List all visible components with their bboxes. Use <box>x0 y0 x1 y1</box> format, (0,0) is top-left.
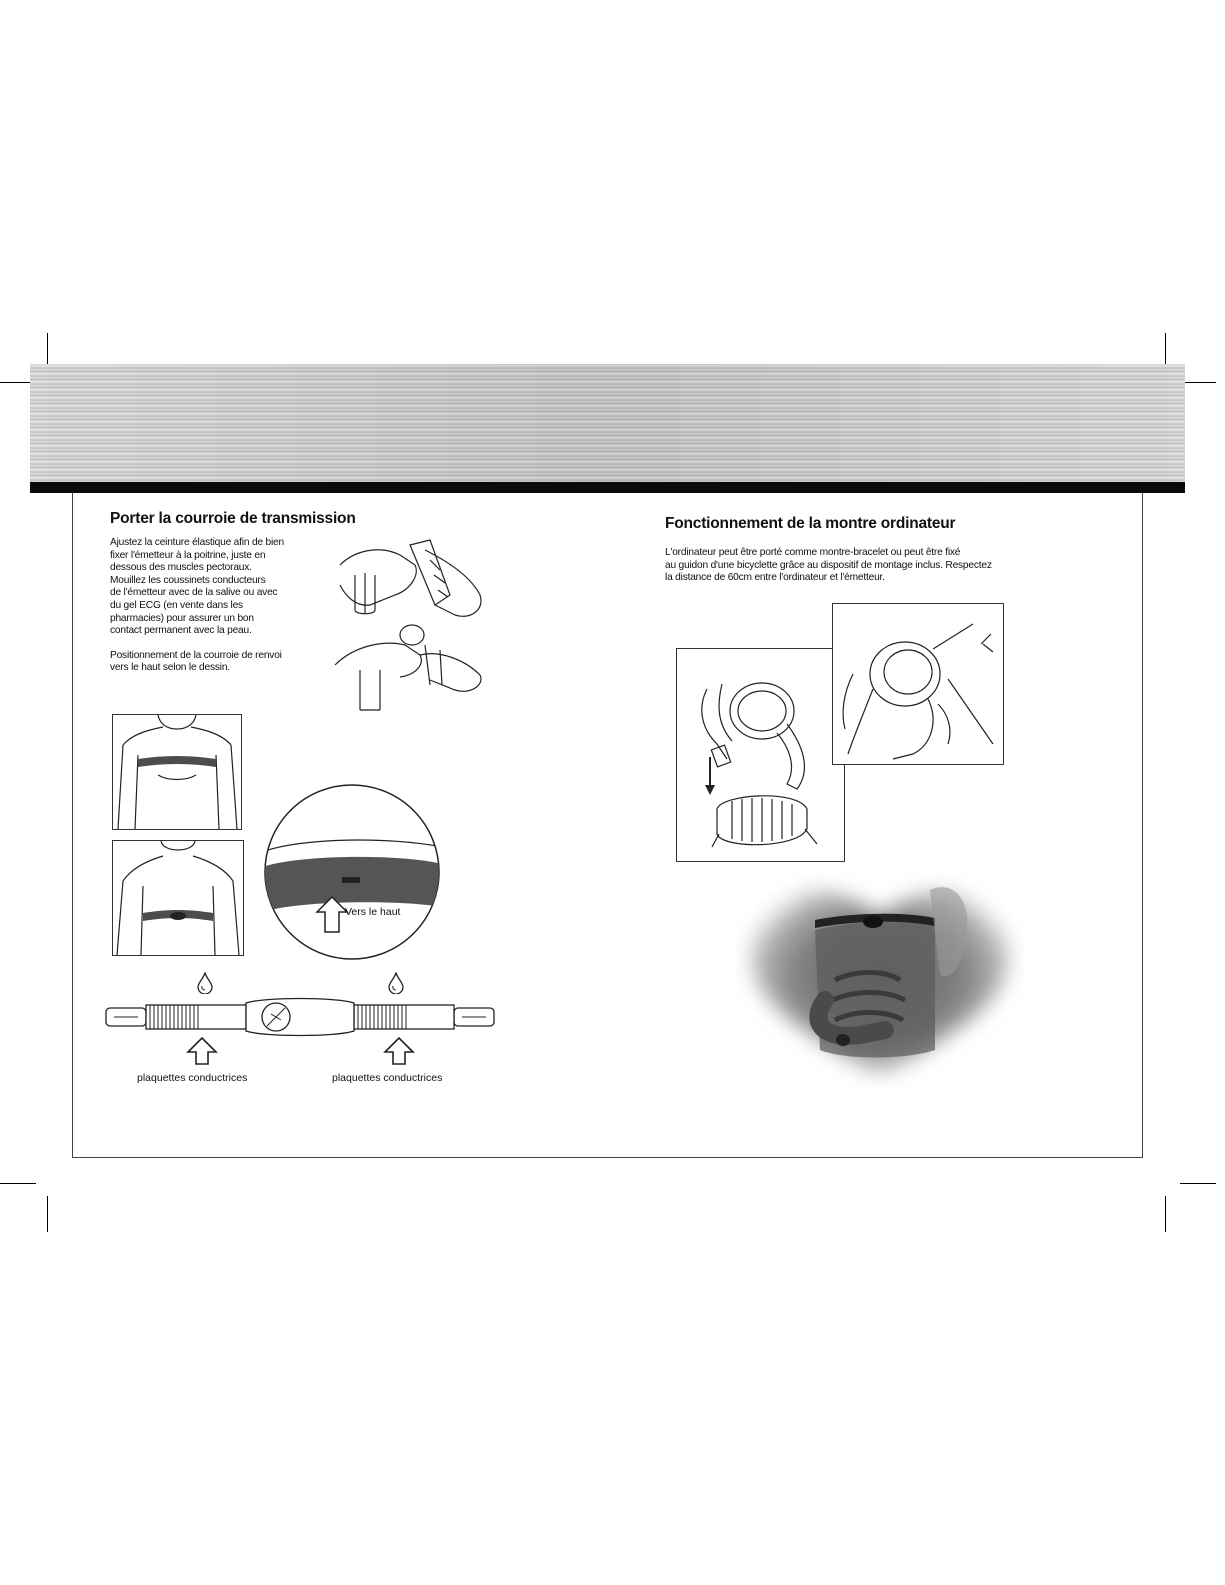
up-arrow-icon <box>186 1036 218 1066</box>
text-line: pharmacies) pour assurer un bon <box>110 612 254 624</box>
crop-mark <box>1180 382 1216 383</box>
left-instructions <box>110 537 325 675</box>
left-title: Porter la courroie de transmission <box>110 510 356 527</box>
text-line: vers le haut selon le dessin. <box>110 662 230 674</box>
text-line: Positionnement de la courroie de renvoi <box>110 649 282 661</box>
text-line: de l'émetteur avec de la salive ou avec <box>110 587 278 599</box>
wrist-watch-panel <box>832 603 1004 765</box>
hands-wetting-illustration <box>330 535 505 715</box>
crop-mark <box>1165 1196 1166 1232</box>
banner-black-bar <box>30 482 1185 493</box>
crop-mark <box>1180 1183 1216 1184</box>
water-drop-icon <box>388 972 404 994</box>
chest-strap-diagram <box>104 995 496 1045</box>
torso-back-panel <box>112 840 244 956</box>
text-line: dessous des muscles pectoraux. <box>110 562 252 574</box>
text-line: au guidon d'une bicyclette grâce au dispositif de montage inclus. Respectez <box>665 559 992 571</box>
torso-front-panel <box>112 714 242 830</box>
strap-caption-left: plaquettes conductrices <box>137 1072 248 1084</box>
brushed-metal-banner <box>30 364 1185 482</box>
zoom-circle-strap <box>262 782 442 962</box>
bike-mount-panel <box>676 648 845 862</box>
text-line: du gel ECG (en vente dans les <box>110 599 243 611</box>
text-line: Mouillez les coussinets conducteurs <box>110 574 266 586</box>
water-drop-icon <box>197 972 213 994</box>
text-line: L'ordinateur peut être porté comme montre-bracelet ou peut être fixé <box>665 547 961 558</box>
text-line: fixer l'émetteur à la poitrine, juste en <box>110 549 266 561</box>
up-arrow-icon <box>383 1036 415 1066</box>
crop-mark <box>47 1196 48 1232</box>
text-line: la distance de 60cm entre l'ordinateur et l'émetteur. <box>665 572 885 584</box>
runner-photo <box>735 850 1025 1090</box>
right-instructions <box>665 547 1065 585</box>
text-line: contact permanent avec la peau. <box>110 625 252 637</box>
strap-caption-right: plaquettes conductrices <box>332 1072 443 1084</box>
text-line: Ajustez la ceinture élastique afin de bien <box>110 537 284 548</box>
up-direction-label: Vers le haut <box>345 906 401 918</box>
crop-mark <box>0 1183 36 1184</box>
right-title: Fonctionnement de la montre ordinateur <box>665 515 956 532</box>
